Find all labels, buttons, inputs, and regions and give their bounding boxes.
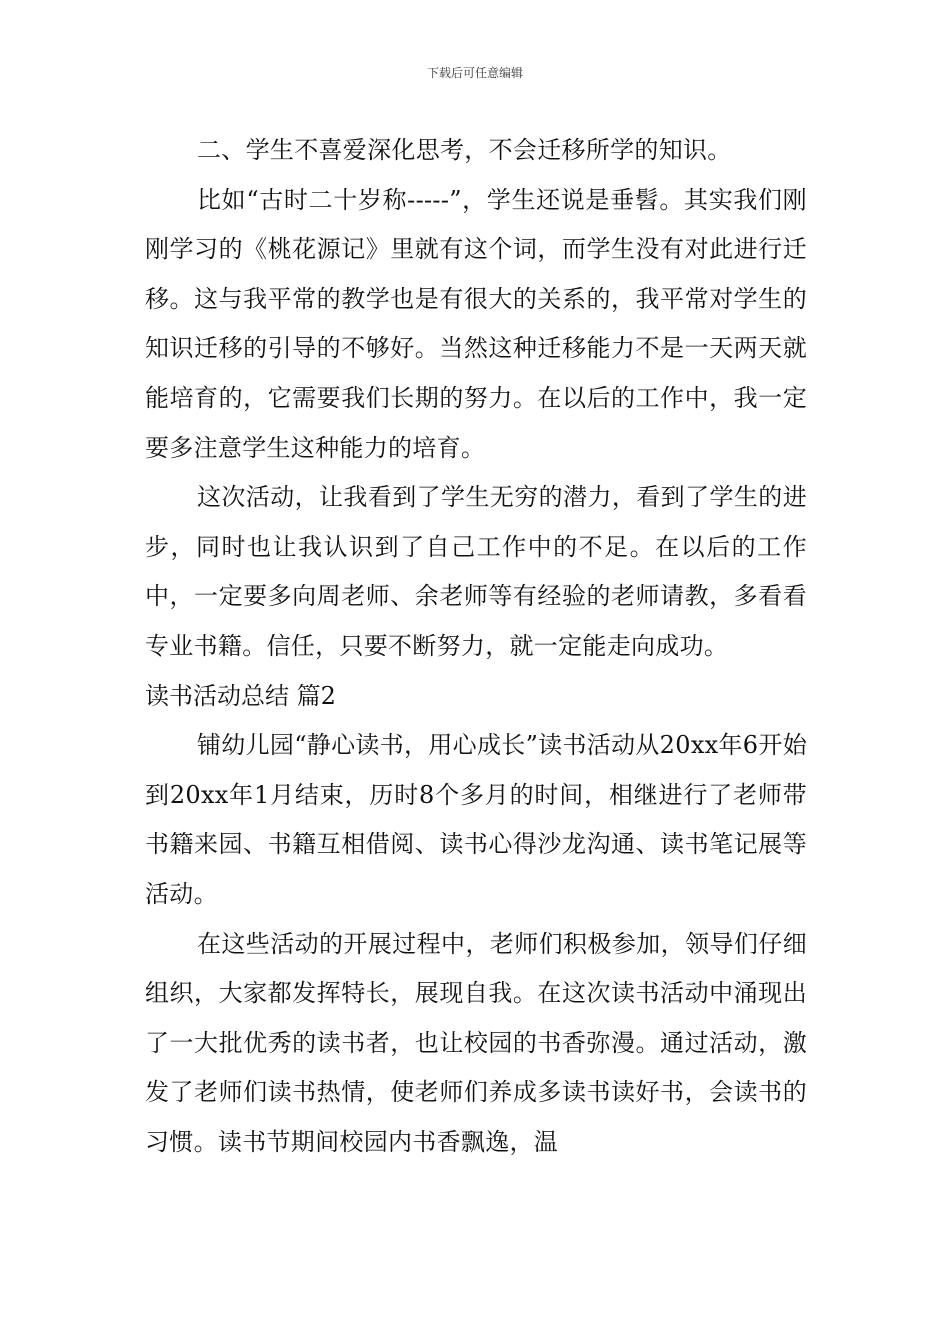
paragraph-3: 这次活动，让我看到了学生无穷的潜力，看到了学生的进步，同时也让我认识到了自己工作中的不足。在以后的工作中，一定要多向周老师、余老师等有经验的老师请教，多看看专业书籍。信任，只要不断努力，就一定能走向成功。 [145, 483, 807, 660]
page-header: 下载后可任意编辑 [426, 66, 523, 80]
section-paragraph-1: 铺幼儿园“静心读书，用心成长”读书活动从20xx年6开始到20xx年1月结束，历时8个多月的时间，相继进行了老师带书籍来园、书籍互相借阅、读书心得沙龙沟通、读书笔记展等活动。 [145, 731, 807, 908]
document-body [145, 126, 807, 1167]
section-paragraph-2: 在这些活动的开展过程中，老师们积极参加，领导们仔细组织，大家都发挥特长，展现自我。在这次读书活动中涌现出了一大批优秀的读书者，也让校园的书香弥漫。通过活动，激发了老师们读书热情，使老师们养成多读书读好书，会读书的习惯。读书节期间校园内书香飘逸，温 [145, 929, 807, 1156]
section-title: 读书活动总结 篇2 [145, 681, 336, 710]
paragraph-2: 比如“古时二十岁称-----”，学生还说是垂髫。其实我们刚刚学习的《桃花源记》里就有这个词，而学生没有对此进行迁移。这与我平常的教学也是有很大的关系的，我平常对学生的知识迁移的引导的不够好。当然这种迁移能力不是一天两天就能培育的，它需要我们长期的努力。在以后的工作中，我一定要多注意学生这种能力的培育。 [145, 185, 807, 462]
paragraph-1: 二、学生不喜爱深化思考，不会迁移所学的知识。 [197, 136, 732, 164]
